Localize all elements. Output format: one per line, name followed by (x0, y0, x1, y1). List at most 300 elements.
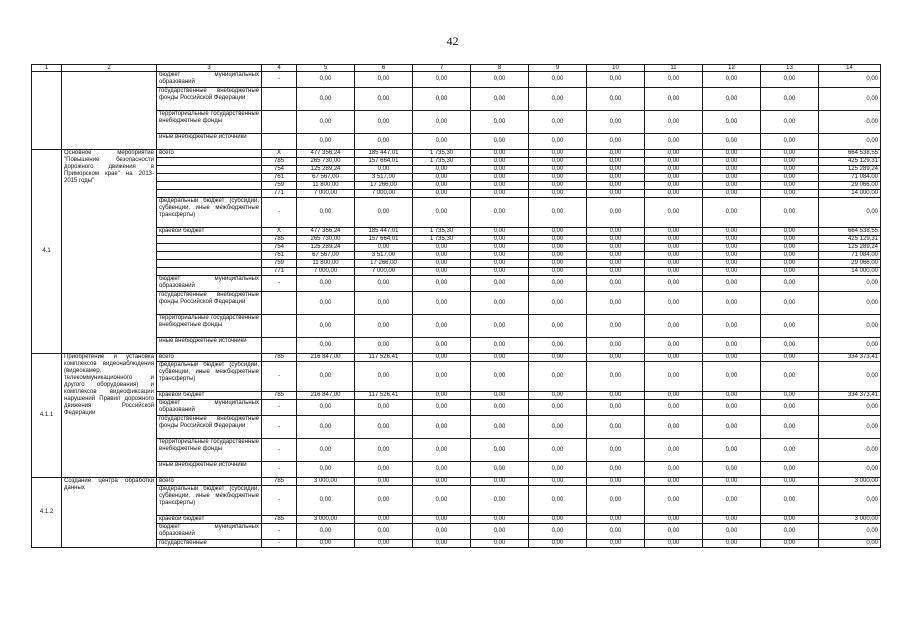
value-cell: 0,00 (529, 111, 587, 134)
value-cell: 0,00 (587, 198, 645, 228)
value-cell: 0,00 (703, 416, 761, 439)
value-cell: 0,00 (761, 244, 819, 252)
value-cell: 0,00 (471, 439, 529, 462)
value-cell: 0,00 (471, 72, 529, 88)
value-cell: 0,00 (587, 462, 645, 478)
value-cell: 0,00 (761, 198, 819, 228)
value-cell: 0,00 (297, 338, 355, 354)
value-cell: 0,00 (471, 315, 529, 338)
table-row (32, 439, 881, 462)
value-cell: 0,00 (529, 268, 587, 276)
value-cell: 0,00 (761, 362, 819, 392)
value-cell: 0,00 (413, 439, 471, 462)
funding-source-cell (157, 252, 262, 260)
value-cell: 0,00 (297, 276, 355, 292)
table-body (32, 65, 881, 548)
table-row (32, 540, 881, 548)
value-cell: 0,00 (761, 354, 819, 362)
table-row (32, 486, 881, 516)
value-cell: 0,00 (413, 182, 471, 190)
code-cell: 761 (262, 252, 297, 260)
column-header: 8 (471, 65, 529, 72)
total-value-cell: 0,00 (819, 315, 881, 338)
table-row (32, 174, 881, 182)
value-cell: 0,00 (587, 166, 645, 174)
value-cell: 0,00 (645, 540, 703, 548)
value-cell: 0,00 (529, 292, 587, 315)
value-cell: 0,00 (761, 268, 819, 276)
value-cell: 0,00 (413, 392, 471, 400)
funding-source-cell: территориальные государственные внебюджетные фонды (157, 111, 262, 134)
value-cell: 11 800,00 (297, 182, 355, 190)
code-cell: 759 (262, 182, 297, 190)
table-row (32, 354, 881, 362)
value-cell: 0,00 (529, 174, 587, 182)
value-cell: 0,00 (355, 292, 413, 315)
value-cell: 0,00 (413, 88, 471, 111)
value-cell: 0,00 (413, 111, 471, 134)
value-cell: 0,00 (761, 134, 819, 150)
value-cell: 0,00 (471, 540, 529, 548)
total-value-cell: 3 000,00 (819, 478, 881, 486)
value-cell: 0,00 (761, 516, 819, 524)
value-cell: 0,00 (529, 158, 587, 166)
value-cell: 0,00 (703, 190, 761, 198)
value-cell: 185 447,01 (355, 150, 413, 158)
table-row (32, 478, 881, 486)
value-cell: 11 800,00 (297, 260, 355, 268)
funding-source-cell: иные внебюджетные источники (157, 338, 262, 354)
value-cell: 0,00 (529, 400, 587, 416)
value-cell: 0,00 (297, 524, 355, 540)
value-cell: 0,00 (413, 190, 471, 198)
value-cell: 0,00 (529, 166, 587, 174)
value-cell: 0,00 (645, 150, 703, 158)
total-value-cell: 0,00 (819, 462, 881, 478)
total-value-cell: 14 000,00 (819, 190, 881, 198)
value-cell: 0,00 (471, 166, 529, 174)
code-cell: - (262, 362, 297, 392)
table-row (32, 228, 881, 236)
table-row (32, 236, 881, 244)
value-cell: 265 730,00 (297, 236, 355, 244)
value-cell: 3 517,00 (355, 174, 413, 182)
value-cell: 477 356,24 (297, 150, 355, 158)
value-cell: 0,00 (529, 540, 587, 548)
table-row (32, 150, 881, 158)
value-cell: 0,00 (471, 392, 529, 400)
value-cell: 0,00 (761, 540, 819, 548)
value-cell: 0,00 (413, 416, 471, 439)
value-cell: 0,00 (529, 236, 587, 244)
value-cell: 477 356,24 (297, 228, 355, 236)
value-cell: 0,00 (703, 182, 761, 190)
value-cell: 0,00 (471, 244, 529, 252)
total-value-cell: 0,00 (819, 198, 881, 228)
value-cell: 0,00 (761, 158, 819, 166)
value-cell: 0,00 (703, 236, 761, 244)
table-row (32, 400, 881, 416)
value-cell: 0,00 (355, 338, 413, 354)
code-cell: 759 (262, 260, 297, 268)
value-cell: 0,00 (529, 228, 587, 236)
value-cell: 0,00 (529, 182, 587, 190)
value-cell: 0,00 (297, 111, 355, 134)
value-cell: 0,00 (587, 486, 645, 516)
value-cell: 0,00 (761, 72, 819, 88)
code-cell: X (262, 228, 297, 236)
value-cell: 0,00 (471, 400, 529, 416)
code-cell: - (262, 400, 297, 416)
value-cell: 0,00 (529, 72, 587, 88)
value-cell: 216 847,00 (297, 392, 355, 400)
value-cell: 0,00 (529, 392, 587, 400)
code-cell: - (262, 524, 297, 540)
value-cell: 0,00 (471, 338, 529, 354)
value-cell: 0,00 (471, 462, 529, 478)
value-cell: 0,00 (761, 416, 819, 439)
value-cell: 0,00 (355, 524, 413, 540)
row-number-cell: 4.1.1 (32, 354, 62, 478)
value-cell: 0,00 (703, 400, 761, 416)
value-cell: 0,00 (703, 174, 761, 182)
value-cell: 0,00 (703, 524, 761, 540)
value-cell: 0,00 (703, 276, 761, 292)
value-cell: 0,00 (761, 524, 819, 540)
funding-source-cell (157, 268, 262, 276)
code-cell (262, 88, 297, 111)
value-cell: 0,00 (413, 276, 471, 292)
value-cell: 0,00 (761, 228, 819, 236)
total-value-cell: 664 538,55 (819, 150, 881, 158)
total-value-cell: 334 373,41 (819, 392, 881, 400)
value-cell: 0,00 (645, 72, 703, 88)
value-cell: 0,00 (587, 416, 645, 439)
code-cell: 761 (262, 174, 297, 182)
value-cell: 0,00 (645, 354, 703, 362)
total-value-cell: 0,00 (819, 486, 881, 516)
value-cell: 0,00 (471, 182, 529, 190)
value-cell: 0,00 (355, 462, 413, 478)
value-cell: 0,00 (355, 166, 413, 174)
value-cell: 0,00 (529, 354, 587, 362)
value-cell: 0,00 (471, 516, 529, 524)
value-cell: 0,00 (413, 462, 471, 478)
value-cell: 0,00 (413, 540, 471, 548)
value-cell: 0,00 (703, 268, 761, 276)
value-cell: 0,00 (703, 315, 761, 338)
column-header: 1 (32, 65, 62, 72)
value-cell: 0,00 (471, 268, 529, 276)
funding-source-cell: федеральный бюджет (субсидии, субвенции, иные межбюджетные трансферты) (157, 198, 262, 228)
value-cell: 0,00 (413, 362, 471, 392)
value-cell: 0,00 (645, 462, 703, 478)
value-cell: 0,00 (529, 198, 587, 228)
funding-source-cell: всего (157, 150, 262, 158)
value-cell: 0,00 (587, 338, 645, 354)
budget-table (31, 64, 881, 548)
funding-source-cell: бюджет муниципальных образований (157, 400, 262, 416)
value-cell: 0,00 (355, 134, 413, 150)
value-cell: 0,00 (413, 315, 471, 338)
value-cell: 0,00 (645, 392, 703, 400)
code-cell (262, 134, 297, 150)
value-cell: 0,00 (703, 134, 761, 150)
funding-source-cell: федеральный бюджет (субсидии, субвенции, иные межбюджетные трансферты) (157, 486, 262, 516)
value-cell: 0,00 (413, 244, 471, 252)
value-cell: 0,00 (761, 166, 819, 174)
funding-source-cell: бюджет муниципальных образований (157, 524, 262, 540)
activity-title-cell: Создание центра обработки данных (62, 478, 157, 548)
value-cell: 0,00 (587, 158, 645, 166)
value-cell: 0,00 (297, 198, 355, 228)
row-number-cell: 4.1.2 (32, 478, 62, 548)
value-cell: 0,00 (587, 292, 645, 315)
value-cell: 0,00 (529, 439, 587, 462)
page-number: 42 (446, 34, 459, 48)
value-cell: 0,00 (413, 524, 471, 540)
funding-source-cell: краевой бюджет (157, 516, 262, 524)
value-cell: 0,00 (645, 439, 703, 462)
total-value-cell: 334 373,41 (819, 354, 881, 362)
value-cell: 17 266,00 (355, 182, 413, 190)
value-cell: 0,00 (645, 158, 703, 166)
table-row (32, 252, 881, 260)
table-row (32, 134, 881, 150)
value-cell: 0,00 (645, 182, 703, 190)
value-cell: 0,00 (529, 478, 587, 486)
value-cell: 0,00 (587, 439, 645, 462)
value-cell: 0,00 (587, 72, 645, 88)
value-cell: 0,00 (529, 276, 587, 292)
total-value-cell: 0,00 (819, 439, 881, 462)
total-value-cell: 29 066,00 (819, 182, 881, 190)
value-cell: 0,00 (703, 260, 761, 268)
value-cell: 0,00 (587, 268, 645, 276)
total-value-cell: 0,00 (819, 292, 881, 315)
total-value-cell: 71 084,00 (819, 174, 881, 182)
value-cell: 0,00 (471, 150, 529, 158)
total-value-cell: 3 000,00 (819, 516, 881, 524)
value-cell: 0,00 (355, 362, 413, 392)
value-cell: 0,00 (297, 416, 355, 439)
value-cell: 7 000,00 (297, 268, 355, 276)
total-value-cell: 125 289,24 (819, 244, 881, 252)
value-cell: 0,00 (355, 244, 413, 252)
value-cell: 0,00 (529, 244, 587, 252)
code-cell: - (262, 72, 297, 88)
funding-source-cell (157, 244, 262, 252)
value-cell: 0,00 (529, 315, 587, 338)
total-value-cell: 71 084,00 (819, 252, 881, 260)
value-cell: 0,00 (587, 174, 645, 182)
value-cell: 0,00 (297, 540, 355, 548)
value-cell: 0,00 (413, 486, 471, 516)
value-cell: 0,00 (355, 486, 413, 516)
value-cell: 0,00 (587, 88, 645, 111)
funding-source-cell: государственные внебюджетные фонды Российской Федерации (157, 292, 262, 315)
value-cell: 0,00 (471, 198, 529, 228)
column-header: 10 (587, 65, 645, 72)
value-cell: 0,00 (413, 134, 471, 150)
value-cell: 216 847,00 (297, 354, 355, 362)
table-row (32, 524, 881, 540)
code-cell (262, 338, 297, 354)
value-cell: 185 447,01 (355, 228, 413, 236)
value-cell: 0,00 (471, 190, 529, 198)
value-cell: 3 517,00 (355, 252, 413, 260)
value-cell: 0,00 (703, 354, 761, 362)
total-value-cell: 0,00 (819, 540, 881, 548)
funding-source-cell: государственные (157, 540, 262, 548)
total-value-cell: 425 129,31 (819, 236, 881, 244)
table-row (32, 416, 881, 439)
value-cell: 0,00 (703, 338, 761, 354)
funding-source-cell: иные внебюджетные источники (157, 462, 262, 478)
value-cell: 0,00 (761, 88, 819, 111)
value-cell: 0,00 (703, 292, 761, 315)
funding-source-cell (157, 260, 262, 268)
value-cell: 0,00 (297, 72, 355, 88)
value-cell: 0,00 (761, 400, 819, 416)
value-cell: 0,00 (471, 524, 529, 540)
value-cell: 0,00 (413, 292, 471, 315)
table-row (32, 392, 881, 400)
table-row (32, 362, 881, 392)
value-cell: 0,00 (355, 400, 413, 416)
value-cell: 0,00 (761, 174, 819, 182)
value-cell: 0,00 (761, 190, 819, 198)
value-cell: 0,00 (587, 362, 645, 392)
value-cell: 0,00 (471, 486, 529, 516)
value-cell: 7 000,00 (355, 268, 413, 276)
value-cell: 0,00 (587, 244, 645, 252)
value-cell: 0,00 (703, 252, 761, 260)
value-cell: 0,00 (297, 292, 355, 315)
code-cell: 785 (262, 392, 297, 400)
code-cell: - (262, 276, 297, 292)
value-cell: 0,00 (703, 362, 761, 392)
value-cell: 0,00 (413, 478, 471, 486)
value-cell: 0,00 (413, 252, 471, 260)
value-cell: 0,00 (645, 166, 703, 174)
value-cell: 0,00 (471, 252, 529, 260)
value-cell: 3 000,00 (297, 478, 355, 486)
value-cell: 0,00 (761, 392, 819, 400)
value-cell: 0,00 (587, 150, 645, 158)
funding-source-cell: краевой бюджет (157, 228, 262, 236)
value-cell: 0,00 (645, 486, 703, 516)
value-cell: 0,00 (355, 540, 413, 548)
value-cell: 0,00 (645, 292, 703, 315)
header-row (32, 65, 881, 72)
value-cell: 0,00 (529, 88, 587, 111)
value-cell: 0,00 (703, 486, 761, 516)
value-cell: 0,00 (413, 166, 471, 174)
code-cell: 785 (262, 478, 297, 486)
value-cell: 0,00 (471, 111, 529, 134)
value-cell: 0,00 (471, 260, 529, 268)
activity-title-cell: Основное мероприятие "Повышение безопасности дорожного движения в Приморском крае" на 2013-2015 годы" (62, 150, 157, 354)
value-cell: 0,00 (529, 338, 587, 354)
column-header: 3 (157, 65, 262, 72)
value-cell: 0,00 (645, 276, 703, 292)
value-cell: 0,00 (297, 462, 355, 478)
value-cell: 0,00 (471, 362, 529, 392)
column-header: 2 (62, 65, 157, 72)
value-cell: 1 735,30 (413, 158, 471, 166)
table-row (32, 198, 881, 228)
code-cell: 754 (262, 166, 297, 174)
value-cell: 125 289,24 (297, 166, 355, 174)
value-cell: 0,00 (761, 462, 819, 478)
value-cell: 0,00 (587, 182, 645, 190)
value-cell: 0,00 (355, 88, 413, 111)
value-cell: 0,00 (645, 111, 703, 134)
value-cell: 0,00 (297, 439, 355, 462)
funding-source-cell: государственные внебюджетные фонды Российской Федерации (157, 416, 262, 439)
value-cell: 0,00 (471, 292, 529, 315)
value-cell: 0,00 (761, 292, 819, 315)
total-value-cell: 425 129,31 (819, 158, 881, 166)
value-cell: 0,00 (645, 478, 703, 486)
value-cell: 0,00 (529, 252, 587, 260)
total-value-cell: 29 066,00 (819, 260, 881, 268)
value-cell: 117 526,41 (355, 354, 413, 362)
code-cell: X (262, 150, 297, 158)
value-cell: 0,00 (645, 198, 703, 228)
value-cell: 0,00 (761, 478, 819, 486)
total-value-cell: 0,00 (819, 72, 881, 88)
total-value-cell: 664 538,55 (819, 228, 881, 236)
value-cell: 0,00 (413, 516, 471, 524)
value-cell: 0,00 (529, 190, 587, 198)
funding-source-cell (157, 166, 262, 174)
value-cell: 3 000,00 (297, 516, 355, 524)
value-cell: 0,00 (297, 486, 355, 516)
value-cell: 0,00 (471, 236, 529, 244)
activity-title-cell (62, 72, 157, 150)
value-cell: 0,00 (529, 516, 587, 524)
value-cell: 0,00 (587, 392, 645, 400)
value-cell: 0,00 (529, 462, 587, 478)
column-header: 11 (645, 65, 703, 72)
value-cell: 0,00 (587, 236, 645, 244)
value-cell: 17 266,00 (355, 260, 413, 268)
funding-source-cell: всего (157, 478, 262, 486)
value-cell: 0,00 (645, 362, 703, 392)
value-cell: 0,00 (471, 276, 529, 292)
value-cell: 0,00 (355, 72, 413, 88)
value-cell: 0,00 (587, 524, 645, 540)
value-cell: 0,00 (355, 478, 413, 486)
funding-source-cell (157, 174, 262, 182)
total-value-cell: 0,00 (819, 362, 881, 392)
funding-source-cell: территориальные государственные внебюджетные фонды (157, 315, 262, 338)
code-cell: 785 (262, 158, 297, 166)
value-cell: 0,00 (355, 416, 413, 439)
value-cell: 0,00 (587, 190, 645, 198)
value-cell: 125 289,24 (297, 244, 355, 252)
value-cell: 0,00 (703, 88, 761, 111)
value-cell: 157 664,01 (355, 158, 413, 166)
code-cell: 771 (262, 268, 297, 276)
value-cell: 0,00 (587, 134, 645, 150)
value-cell: 0,00 (413, 354, 471, 362)
value-cell: 7 000,00 (297, 190, 355, 198)
table-row (32, 276, 881, 292)
value-cell: 67 567,00 (297, 174, 355, 182)
